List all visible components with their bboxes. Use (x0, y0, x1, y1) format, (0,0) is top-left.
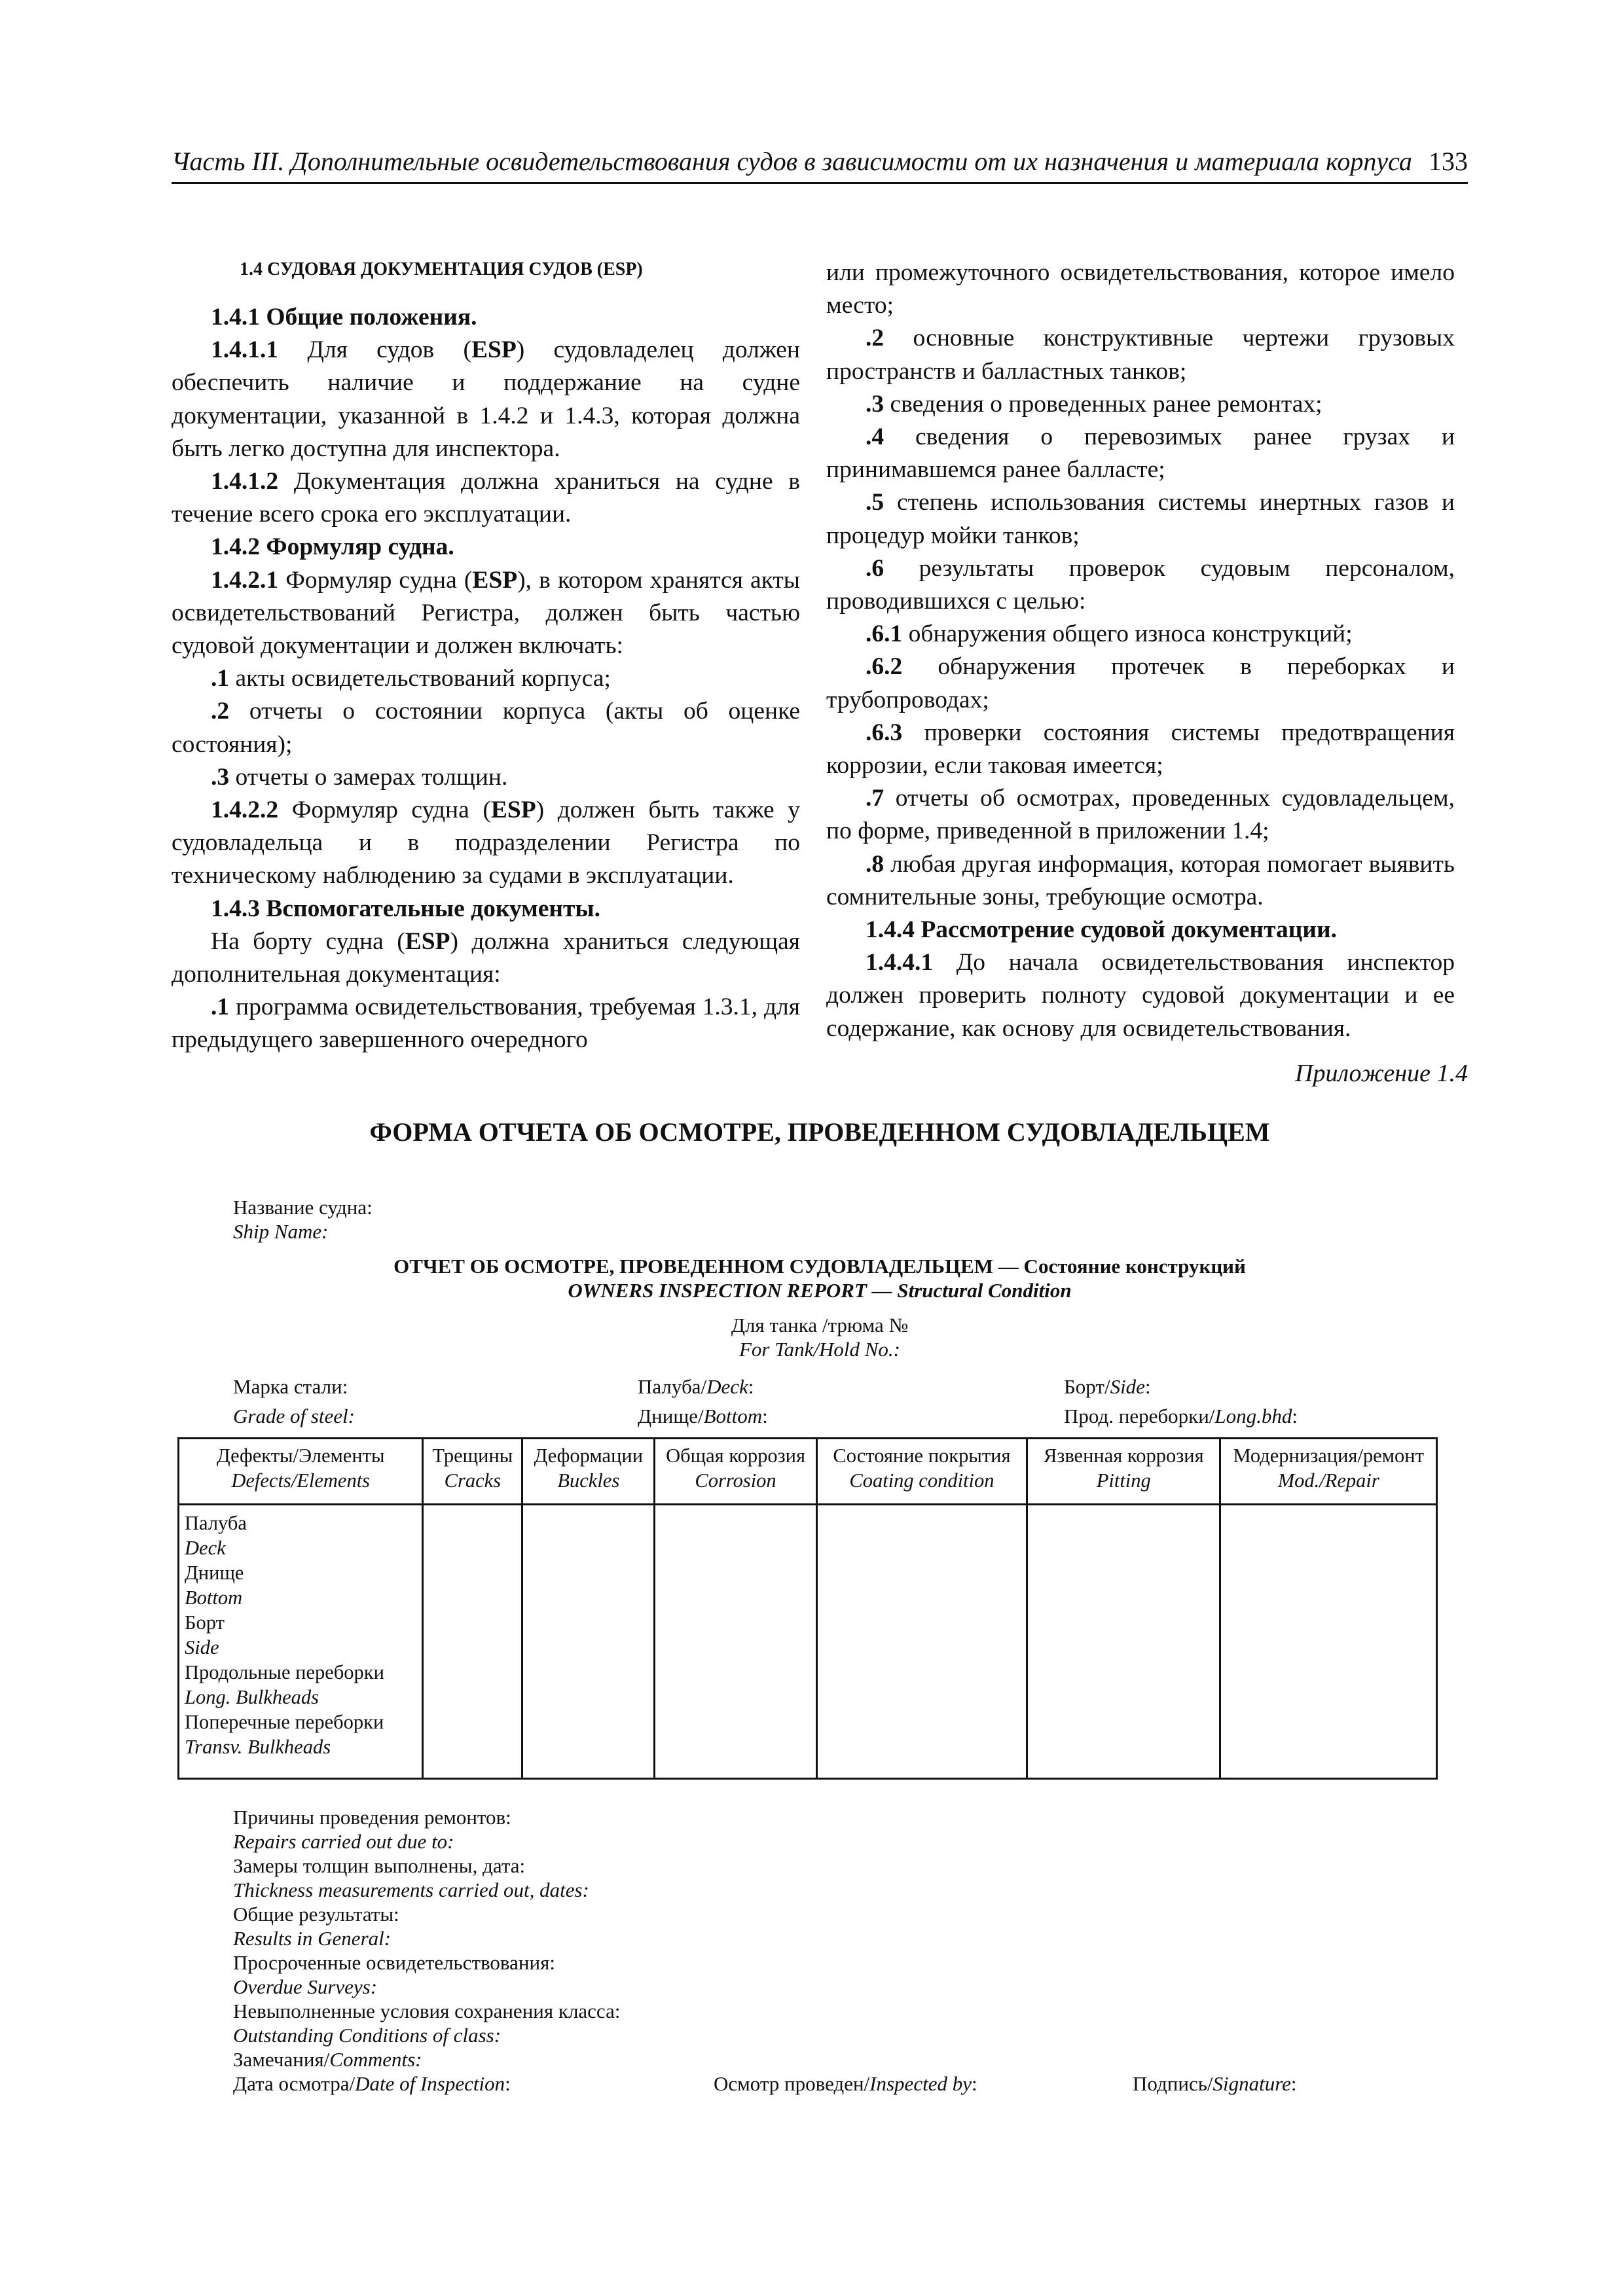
coating-condition-cell[interactable] (816, 1505, 1027, 1779)
paragraph-1-4-2-2: 1.4.2.2 Формуляр судна (ESP) должен быть также у судовладельца и в подразделении Регистра по техническому наблюдению за судами в эксплуатации. (172, 797, 800, 889)
pitting-cell[interactable] (1027, 1505, 1220, 1779)
paragraph-1-4-2-1: 1.4.2.1 Формуляр судна (ESP), в котором хранятся акты освидетельствований Регистра, должен быть частью судовой документации и должен включать: (172, 566, 801, 660)
list-item: .5 степень использования системы инертных газов и процедур мойки танков; (826, 489, 1455, 549)
list-item: .8 любая другая информация, которая помогает выявить сомнительные зоны, требующие осмотра. (826, 850, 1455, 910)
paragraph-1-4-1-1: 1.4.1.1 Для судов (ESP) судовладелец должен обеспечить наличие и поддержание на судне документации, указанной в 1.4.2 и 1.4.3, которая должна быть легко доступна для инспектора. (172, 336, 800, 462)
form-title: ФОРМА ОТЧЕТА ОБ ОСМОТРЕ, ПРОВЕДЕННОМ СУДОВЛАДЕЛЬЦЕМ (369, 1117, 1270, 1147)
ship-name-label: Название судна: Ship Name: (233, 1196, 373, 1243)
paragraph-1-4-1-2: 1.4.1.2 Документация должна храниться на судне в течение всего срока его эксплуатации. (172, 468, 800, 528)
running-header-title: Часть III. Дополнительные освидетельствования судов в зависимости от их назначения и материала корпуса (172, 147, 1412, 176)
continued-text: или промежуточного освидетельствования, которое имело место; (826, 259, 1455, 319)
list-item: .7 отчеты об осмотрах, проведенных судовладельцем, по форме, приведенной в приложении 1.4; (826, 785, 1455, 845)
list-item: .1 программа освидетельствования, требуемая 1.3.1, для предыдущего завершенного очередного (172, 994, 800, 1054)
table-row (179, 1505, 1437, 1779)
list-item: .3 отчеты о замерах толщин. (211, 763, 508, 791)
column-header: Модернизация/ремонт Mod./Repair (1220, 1439, 1437, 1505)
report-title: ОТЧЕТ ОБ ОСМОТРЕ, ПРОВЕДЕННОМ СУДОВЛАДЕЛЬЦЕМ — Состояние конструкций OWNERS INSPECTION REPORT — Structural Condition (393, 1255, 1246, 1302)
list-item: .2 отчеты о состоянии корпуса (акты об оценке состояния); (172, 698, 800, 758)
column-header: Деформации Buckles (522, 1439, 655, 1505)
inspected-by-label: Осмотр проведен/Inspected by: (714, 2072, 977, 2095)
paragraph-1-4-3: На борту судна (ESP) должна храниться следующая дополнительная документация: (172, 927, 800, 988)
list-item: .6.1 обнаружения общего износа конструкций; (866, 620, 1353, 648)
column-header: Дефекты/Элементы Defects/Elements (179, 1439, 423, 1505)
paragraph-1-4-4-1: 1.4.4.1 До начала освидетельствования инспектор должен проверить полноту судовой документации и ее содержание, как основу для освидетельствования. (826, 949, 1455, 1042)
tank-hold-label: Для танка /трюма № For Tank/Hold No.: (731, 1314, 909, 1361)
column-header: Состояние покрытия Coating condition (816, 1439, 1027, 1505)
heading-1-4-4: 1.4.4 Рассмотрение судовой документации. (866, 916, 1337, 944)
column-header: Трещины Cracks (423, 1439, 522, 1505)
side-longbhd-label: Борт/Side: Прод. переборки/Long.bhd: (1064, 1375, 1298, 1427)
right-column (826, 257, 1455, 1045)
appendix-label: Приложение 1.4 (1295, 1060, 1468, 1087)
corrosion-cell[interactable] (655, 1505, 817, 1779)
grade-of-steel-label: Марка стали: Grade of steel: (233, 1375, 355, 1427)
list-item: .3 сведения о проведенных ранее ремонтах; (866, 390, 1322, 418)
heading-1-4-1: 1.4.1 Общие положения. (211, 304, 477, 331)
column-header: Общая коррозия Corrosion (655, 1439, 817, 1505)
list-item: .6 результаты проверок судовым персоналом, проводившихся с целью: (826, 554, 1455, 615)
inspection-table (177, 1437, 1438, 1780)
section-heading: 1.4 СУДОВАЯ ДОКУМЕНТАЦИЯ СУДОВ (ESP) (240, 259, 643, 279)
running-header (172, 143, 1468, 184)
form-footer: Причины проведения ремонтов: Repairs carried out due to: Замеры толщин выполнены, дата: Thickness measurements carried out, dates: Общие результаты: Results in General: Просроченные освидетельствования: Overdue Surveys: Невыполненные условия сохранения класса: Outstanding Conditions of class: Замечания/Comments: (233, 1806, 621, 2071)
cracks-cell[interactable] (423, 1505, 522, 1779)
table-header-row (179, 1439, 1437, 1505)
buckles-cell[interactable] (522, 1505, 655, 1779)
mod-repair-cell[interactable] (1220, 1505, 1437, 1779)
element-labels-cell: Палуба Deck Днище Bottom Борт Side Продольные переборки Long. Bulkheads Поперечные переборки Transv. Bulkheads (179, 1505, 423, 1779)
date-of-inspection-label: Дата осмотра/Date of Inspection: (233, 2072, 511, 2095)
list-item: .6.3 проверки состояния системы предотвращения коррозии, если таковая имеется; (826, 719, 1455, 780)
list-item: .1 акты освидетельствований корпуса; (211, 665, 611, 692)
left-column (172, 257, 800, 1057)
signature-label: Подпись/Signature: (1133, 2072, 1297, 2095)
deck-bottom-label: Палуба/Deck: Днище/Bottom: (638, 1375, 768, 1427)
list-item: .6.2 обнаружения протечек в переборках и трубопроводах; (826, 653, 1455, 713)
list-item: .4 сведения о перевозимых ранее грузах и принимавшемся ранее балласте; (826, 423, 1455, 484)
heading-1-4-2: 1.4.2 Формуляр судна. (211, 533, 454, 561)
page-number: 133 (1429, 147, 1468, 176)
heading-1-4-3: 1.4.3 Вспомогательные документы. (211, 895, 601, 922)
column-header: Язвенная коррозия Pitting (1027, 1439, 1220, 1505)
list-item: .2 основные конструктивные чертежи грузовых пространств и балластных танков; (826, 325, 1455, 385)
